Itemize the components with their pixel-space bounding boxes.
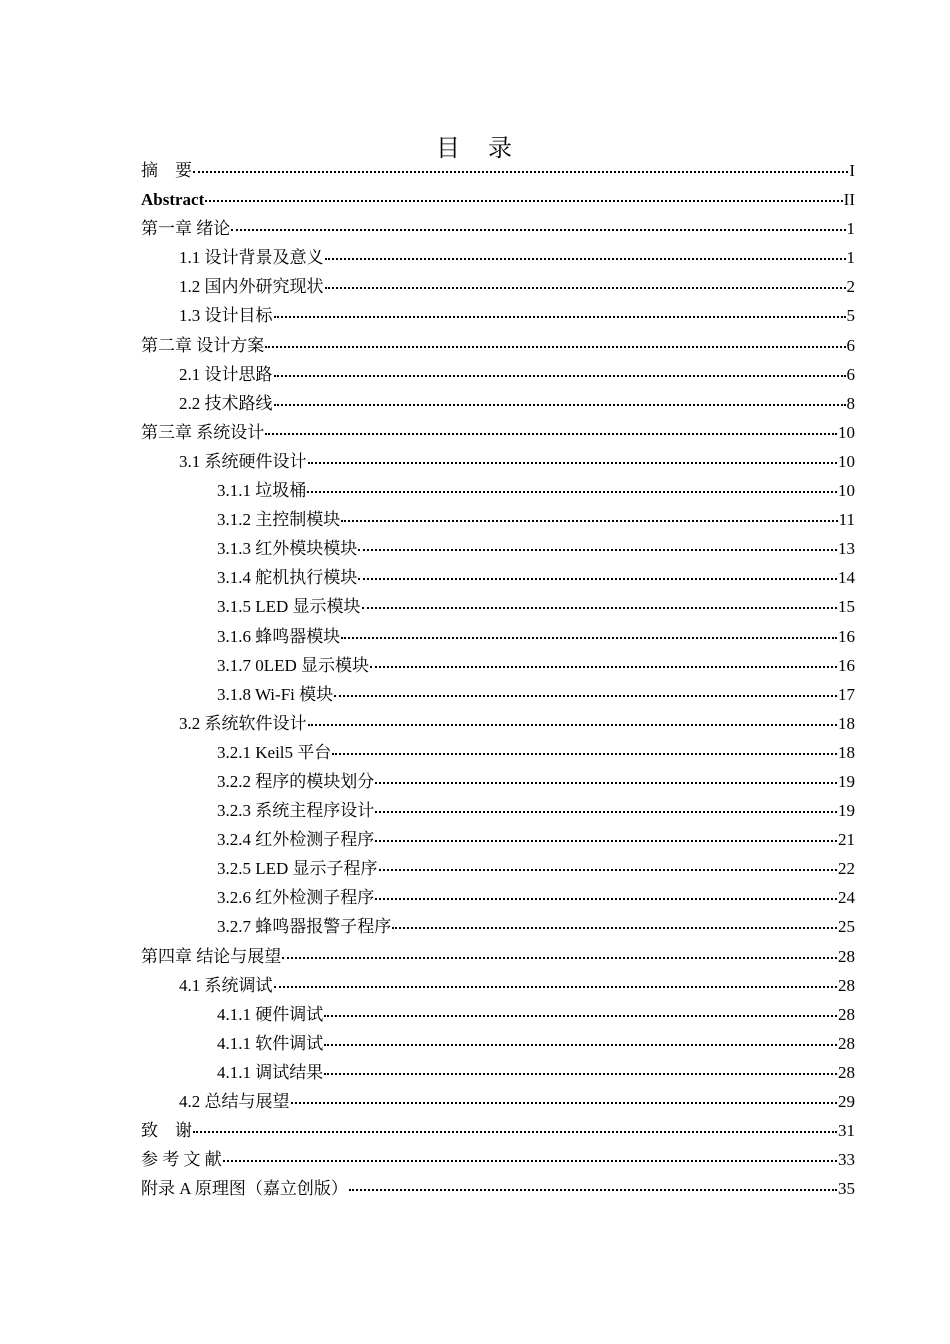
- dot-leader: [332, 753, 837, 755]
- toc-entry[interactable]: [141, 1029, 855, 1058]
- toc-entry-label: 4.1.1 硬件调试: [217, 1004, 324, 1024]
- dot-leader: [308, 462, 838, 464]
- toc-entry[interactable]: [141, 622, 855, 651]
- dot-leader: [282, 957, 837, 959]
- dot-leader: [341, 637, 837, 639]
- toc-entry-label: 3.1.6 蜂鸣器模块: [217, 626, 341, 646]
- toc-entry[interactable]: [141, 447, 855, 476]
- dot-leader: [265, 346, 845, 348]
- toc-entry[interactable]: [141, 942, 855, 971]
- toc-entry-label: 4.1.1 调试结果: [217, 1062, 324, 1082]
- toc-entry-page-number: 28: [838, 1033, 855, 1053]
- toc-entry-page-number: 1: [846, 219, 855, 239]
- toc-entry-page-number: 28: [838, 1004, 855, 1024]
- dot-leader: [334, 695, 837, 697]
- dot-leader: [308, 724, 838, 726]
- toc-entry-label: 第一章 绪论: [141, 219, 231, 239]
- toc-entry[interactable]: [141, 767, 855, 796]
- toc-entry-page-number: 13: [838, 539, 855, 559]
- toc-entry[interactable]: [141, 738, 855, 767]
- toc-entry-page-number: 21: [838, 830, 855, 850]
- dot-leader: [370, 666, 837, 668]
- dot-leader: [324, 1073, 837, 1075]
- toc-entry[interactable]: [141, 505, 855, 534]
- toc-entry-label: 参 考 文 献: [141, 1150, 222, 1170]
- toc-entry-page-number: 28: [838, 975, 855, 995]
- toc-entry[interactable]: [141, 1145, 855, 1174]
- toc-entry-label: 第四章 结论与展望: [141, 946, 282, 966]
- dot-leader: [325, 287, 846, 289]
- toc-entry[interactable]: [141, 272, 855, 301]
- dot-leader: [392, 927, 837, 929]
- dot-leader: [325, 258, 846, 260]
- toc-entry-page-number: 31: [838, 1121, 855, 1141]
- dot-leader: [375, 898, 837, 900]
- dot-leader: [193, 1131, 837, 1133]
- dot-leader: [307, 491, 837, 493]
- dot-leader: [274, 375, 846, 377]
- toc-entry[interactable]: [141, 651, 855, 680]
- toc-entry-page-number: 10: [838, 481, 855, 501]
- toc-entry[interactable]: [141, 301, 855, 330]
- toc-entry-page-number: 6: [846, 335, 855, 355]
- toc-entry[interactable]: [141, 971, 855, 1000]
- table-of-contents: [141, 156, 855, 1203]
- toc-entry-page-number: I: [849, 161, 855, 180]
- dot-leader: [274, 986, 838, 988]
- toc-entry-page-number: 2: [846, 277, 855, 297]
- toc-entry-label: 1.3 设计目标: [179, 306, 273, 326]
- toc-entry-label: 3.2.7 蜂鸣器报警子程序: [217, 917, 392, 937]
- toc-entry-label: 3.1.1 垃圾桶: [217, 481, 307, 501]
- toc-entry-page-number: 10: [838, 451, 855, 471]
- dot-leader: [375, 811, 837, 813]
- dot-leader: [324, 1044, 837, 1046]
- toc-entry-page-number: 25: [838, 917, 855, 937]
- toc-entry-page-number: 10: [838, 422, 855, 442]
- toc-entry-label: 3.1 系统硬件设计: [179, 451, 307, 471]
- toc-entry[interactable]: [141, 156, 855, 185]
- toc-entry-label: 1.1 设计背景及意义: [179, 248, 324, 268]
- toc-entry[interactable]: [141, 1000, 855, 1029]
- toc-entry[interactable]: [141, 1087, 855, 1116]
- dot-leader: [362, 607, 837, 609]
- toc-entry-page-number: 16: [838, 626, 855, 646]
- toc-entry-label: 3.1.2 主控制模块: [217, 510, 341, 530]
- dot-leader: [324, 1015, 837, 1017]
- toc-entry-label: 摘 要: [141, 161, 192, 180]
- dot-leader: [349, 1189, 837, 1191]
- toc-entry-page-number: 35: [838, 1179, 855, 1199]
- toc-entry-label: 4.1.1 软件调试: [217, 1033, 324, 1053]
- toc-entry-label: 2.1 设计思路: [179, 364, 273, 384]
- dot-leader: [291, 1102, 838, 1104]
- toc-entry[interactable]: [141, 214, 855, 243]
- dot-leader: [358, 549, 837, 551]
- toc-entry-page-number: 14: [838, 568, 855, 588]
- toc-entry-label: 3.1.3 红外模块模块: [217, 539, 358, 559]
- toc-entry-page-number: 6: [846, 364, 855, 384]
- toc-entry[interactable]: [141, 476, 855, 505]
- toc-entry[interactable]: [141, 185, 855, 214]
- toc-entry-page-number: 18: [838, 742, 855, 762]
- toc-entry-label: 4.1 系统调试: [179, 975, 273, 995]
- toc-entry[interactable]: [141, 592, 855, 621]
- toc-entry-label: 附录 A 原理图（嘉立创版）: [141, 1179, 348, 1199]
- toc-entry[interactable]: [141, 1058, 855, 1087]
- toc-entry-page-number: 11: [838, 510, 855, 530]
- toc-entry-page-number: 19: [838, 801, 855, 821]
- toc-entry-page-number: 15: [838, 597, 855, 617]
- dot-leader: [205, 200, 842, 202]
- toc-entry-label: 3.2.4 红外检测子程序: [217, 830, 375, 850]
- dot-leader: [358, 578, 837, 580]
- toc-entry-page-number: 8: [846, 393, 855, 413]
- dot-leader: [379, 869, 837, 871]
- toc-entry-label: 3.2.2 程序的模块划分: [217, 771, 375, 791]
- toc-entry-page-number: 5: [846, 306, 855, 326]
- toc-entry-page-number: 28: [838, 946, 855, 966]
- toc-entry-label: 3.2 系统软件设计: [179, 713, 307, 733]
- toc-entry-label: Abstract: [141, 190, 205, 210]
- dot-leader: [223, 1160, 837, 1162]
- toc-entry[interactable]: [141, 854, 855, 883]
- toc-entry[interactable]: [141, 331, 855, 360]
- toc-entry-page-number: 1: [846, 248, 855, 268]
- dot-leader: [274, 404, 846, 406]
- toc-entry-label: 3.2.1 Keil5 平台: [217, 742, 332, 762]
- toc-entry-page-number: 18: [838, 713, 855, 733]
- dot-leader: [193, 171, 848, 173]
- toc-entry-label: 3.1.7 0LED 显示模块: [217, 655, 370, 675]
- toc-entry-label: 3.1.5 LED 显示模块: [217, 597, 361, 617]
- toc-entry[interactable]: [141, 243, 855, 272]
- toc-entry-label: 第二章 设计方案: [141, 335, 265, 355]
- toc-entry[interactable]: [141, 912, 855, 941]
- toc-entry[interactable]: [141, 1174, 855, 1203]
- toc-entry[interactable]: [141, 883, 855, 912]
- toc-entry-label: 1.2 国内外研究现状: [179, 277, 324, 297]
- dot-leader: [274, 316, 846, 318]
- toc-entry-page-number: II: [843, 190, 855, 210]
- toc-entry-label: 3.1.4 舵机执行模块: [217, 568, 358, 588]
- toc-entry[interactable]: [141, 796, 855, 825]
- toc-entry[interactable]: [141, 360, 855, 389]
- toc-entry-label: 2.2 技术路线: [179, 393, 273, 413]
- toc-entry[interactable]: [141, 825, 855, 854]
- toc-entry-page-number: 22: [838, 859, 855, 879]
- dot-leader: [341, 520, 837, 522]
- toc-title: 目 录: [436, 134, 514, 163]
- toc-entry[interactable]: [141, 418, 855, 447]
- toc-entry[interactable]: [141, 709, 855, 738]
- toc-entry-page-number: 17: [838, 684, 855, 704]
- toc-entry-label: 3.2.3 系统主程序设计: [217, 801, 375, 821]
- toc-entry-label: 3.1.8 Wi-Fi 模块: [217, 684, 334, 704]
- toc-entry-label: 致 谢: [141, 1121, 192, 1141]
- toc-entry-label: 4.2 总结与展望: [179, 1092, 290, 1111]
- toc-entry-label: 第三章 系统设计: [141, 422, 265, 442]
- toc-entry[interactable]: [141, 680, 855, 709]
- dot-leader: [231, 229, 845, 231]
- toc-entry[interactable]: [141, 389, 855, 418]
- toc-entry[interactable]: [141, 534, 855, 563]
- toc-entry-page-number: 16: [838, 655, 855, 675]
- toc-entry-label: 3.2.6 红外检测子程序: [217, 888, 375, 908]
- toc-entry-label: 3.2.5 LED 显示子程序: [217, 859, 378, 879]
- dot-leader: [265, 433, 837, 435]
- toc-entry-page-number: 33: [838, 1150, 855, 1170]
- toc-entry-page-number: 28: [838, 1062, 855, 1082]
- toc-entry-page-number: 29: [838, 1092, 855, 1111]
- toc-entry-page-number: 24: [838, 888, 855, 908]
- dot-leader: [375, 782, 837, 784]
- toc-entry-page-number: 19: [838, 771, 855, 791]
- toc-entry[interactable]: [141, 563, 855, 592]
- toc-entry[interactable]: [141, 1116, 855, 1145]
- dot-leader: [375, 840, 837, 842]
